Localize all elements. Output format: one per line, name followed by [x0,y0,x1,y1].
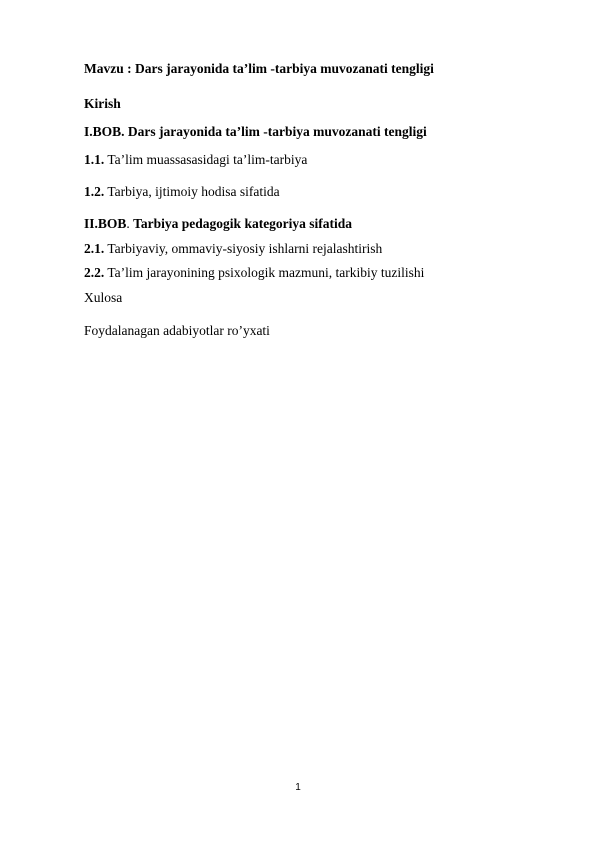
section-text: Tarbiya, ijtimoiy hodisa sifatida [104,184,280,199]
intro-heading: Kirish [84,96,121,111]
section-number: 1.1. [84,152,105,167]
chapter2-separator: . [126,216,134,231]
section-number: 2.1. [84,241,105,256]
chapter1-heading: I.BOB. Dars jarayonida ta’lim -tarbiya muvozanati tengligi [84,124,427,139]
document-title: Mavzu : Dars jarayonida ta’lim -tarbiya muvozanati tengligi [84,61,434,76]
toc-item-1-2 [84,184,280,200]
references-item: Foydalanagan adabiyotlar ro’yxati [84,323,270,338]
toc-item-2-2 [84,265,424,281]
toc-item-1-1 [84,152,307,168]
section-text: Ta’lim jarayonining psixologik mazmuni, tarkibiy tuzilishi [104,265,425,280]
chapter2-heading [84,216,352,232]
page-number: 1 [295,782,301,793]
section-number: 2.2. [84,265,105,280]
toc-item-2-1 [84,241,382,257]
section-text: Ta’lim muassasasidagi ta’lim-tarbiya [104,152,308,167]
section-text: Tarbiyaviy, ommaviy-siyosiy ishlarni rejalashtirish [104,241,383,256]
chapter2-label: II.BOB [84,216,127,231]
section-number: 1.2. [84,184,105,199]
chapter2-title: Tarbiya pedagogik kategoriya sifatida [133,216,353,231]
conclusion-item: Xulosa [84,290,123,305]
